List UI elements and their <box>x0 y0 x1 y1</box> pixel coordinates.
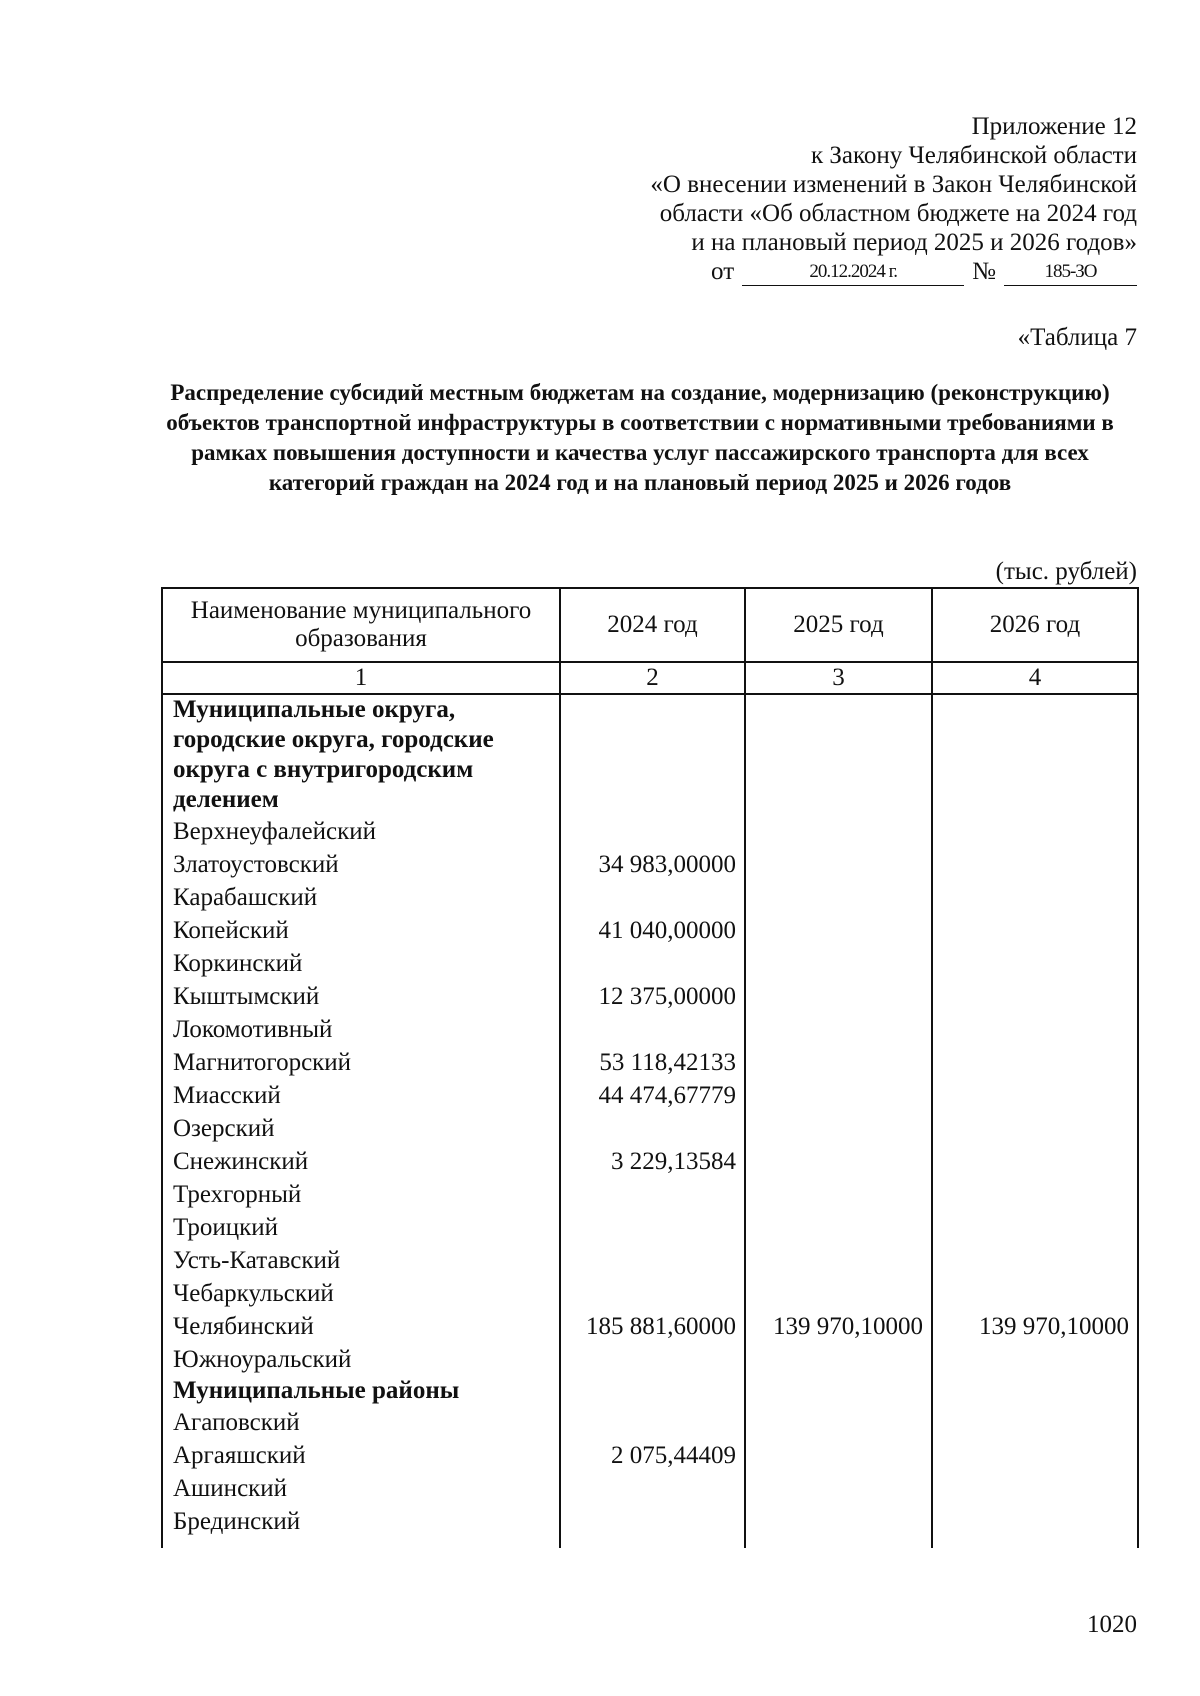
municipality-name: Златоустовский <box>162 848 560 881</box>
table-row <box>162 1145 1138 1178</box>
value-2025 <box>745 1406 932 1439</box>
column-number-2: 2 <box>560 662 745 694</box>
value-2025 <box>745 947 932 980</box>
municipality-name: Магнитогорский <box>162 1046 560 1079</box>
value-2026 <box>932 1505 1138 1538</box>
section-row <box>162 1376 1138 1406</box>
value-2026 <box>932 1178 1138 1211</box>
value-2024: 3 229,13584 <box>560 1145 745 1178</box>
value-2025 <box>745 1439 932 1472</box>
value-2025 <box>745 1277 932 1310</box>
value-2025 <box>745 1472 932 1505</box>
value-2024: 53 118,42133 <box>560 1046 745 1079</box>
column-header-2026: 2026 год <box>932 588 1138 662</box>
table-body <box>162 694 1138 1548</box>
table-row <box>162 1505 1138 1538</box>
municipality-name: Локомотивный <box>162 1013 560 1046</box>
empty-cell <box>162 1538 560 1548</box>
empty-cell <box>932 694 1138 815</box>
table-row <box>162 1178 1138 1211</box>
municipality-name: Трехгорный <box>162 1178 560 1211</box>
section-title: Муниципальные районы <box>162 1376 560 1406</box>
value-2026 <box>932 1211 1138 1244</box>
column-number-3: 3 <box>745 662 932 694</box>
value-2026 <box>932 1277 1138 1310</box>
table-row <box>162 1310 1138 1343</box>
value-2026 <box>932 1343 1138 1376</box>
value-2025 <box>745 1112 932 1145</box>
value-2024 <box>560 815 745 848</box>
empty-cell <box>745 694 932 815</box>
value-2026 <box>932 1112 1138 1145</box>
value-2024 <box>560 947 745 980</box>
value-2025 <box>745 848 932 881</box>
municipality-name: Южноуральский <box>162 1343 560 1376</box>
value-2026 <box>932 1244 1138 1277</box>
table-row <box>162 1277 1138 1310</box>
value-2024: 41 040,00000 <box>560 914 745 947</box>
value-2024 <box>560 1406 745 1439</box>
table-row <box>162 1406 1138 1439</box>
number-prefix: № <box>972 258 996 285</box>
table-row <box>162 947 1138 980</box>
value-2025 <box>745 1145 932 1178</box>
table-row <box>162 1439 1138 1472</box>
municipality-name: Троицкий <box>162 1211 560 1244</box>
empty-cell <box>560 1376 745 1406</box>
value-2025 <box>745 914 932 947</box>
law-number: 185-ЗО <box>1004 261 1137 286</box>
empty-cell <box>745 1538 932 1548</box>
value-2024 <box>560 1211 745 1244</box>
value-2026 <box>932 848 1138 881</box>
table-tail-row <box>162 1538 1138 1548</box>
value-2026 <box>932 1472 1138 1505</box>
law-reference-line: к Закону Челябинской области <box>811 142 1137 169</box>
table-row <box>162 848 1138 881</box>
table-row <box>162 1013 1138 1046</box>
value-2025 <box>745 1046 932 1079</box>
value-2026 <box>932 914 1138 947</box>
value-2026 <box>932 980 1138 1013</box>
document-title: Распределение субсидий местным бюджетам на создание, модернизацию (реконструкцию) объектов транспортной инфраструктуры в соответствии с нормативными требованиями в рамках повышения доступности и качества услуг пассажирского транспорта для всех категорий граждан на 2024 год и на плановый период 2025 и 2026 годов <box>166 380 1114 495</box>
value-2025 <box>745 1079 932 1112</box>
value-2026 <box>932 1013 1138 1046</box>
page-number: 1020 <box>1087 1611 1137 1638</box>
unit-label: (тыс. рублей) <box>995 558 1137 585</box>
table-row <box>162 914 1138 947</box>
municipality-name: Ашинский <box>162 1472 560 1505</box>
table-row <box>162 881 1138 914</box>
value-2024 <box>560 1277 745 1310</box>
value-2024 <box>560 1505 745 1538</box>
law-date: 20.12.2024 г. <box>742 261 964 286</box>
value-2024 <box>560 1112 745 1145</box>
value-2024: 12 375,00000 <box>560 980 745 1013</box>
empty-cell <box>745 1376 932 1406</box>
column-number-row <box>162 662 1138 694</box>
section-title: Муниципальные округа, городские округа, городские округа с внутригородским делением <box>162 694 560 815</box>
value-2026: 139 970,10000 <box>932 1310 1138 1343</box>
table-row <box>162 1472 1138 1505</box>
law-title-line-3: и на плановый период 2025 и 2026 годов» <box>691 229 1137 256</box>
table-row <box>162 1211 1138 1244</box>
municipality-name: Миасский <box>162 1079 560 1112</box>
value-2025 <box>745 1244 932 1277</box>
table-row <box>162 980 1138 1013</box>
value-2024 <box>560 1013 745 1046</box>
value-2024 <box>560 881 745 914</box>
table-row <box>162 1244 1138 1277</box>
column-header-name: Наименование муниципального образования <box>162 588 560 662</box>
table-row <box>162 1046 1138 1079</box>
municipality-name: Усть-Катавский <box>162 1244 560 1277</box>
municipality-name: Копейский <box>162 914 560 947</box>
law-title-line-2: области «Об областном бюджете на 2024 год <box>659 200 1137 227</box>
municipality-name: Коркинский <box>162 947 560 980</box>
value-2026 <box>932 815 1138 848</box>
value-2025 <box>745 1013 932 1046</box>
table-label: «Таблица 7 <box>1017 324 1137 351</box>
municipality-name: Челябинский <box>162 1310 560 1343</box>
value-2025 <box>745 1178 932 1211</box>
date-number-line <box>577 257 1137 286</box>
value-2026 <box>932 1046 1138 1079</box>
law-title-line-1: «О внесении изменений в Закон Челябинской <box>650 171 1137 198</box>
municipality-name: Карабашский <box>162 881 560 914</box>
empty-cell <box>932 1376 1138 1406</box>
value-2024 <box>560 1178 745 1211</box>
municipality-name: Снежинский <box>162 1145 560 1178</box>
value-2024 <box>560 1244 745 1277</box>
municipality-name: Брединский <box>162 1505 560 1538</box>
value-2025 <box>745 1505 932 1538</box>
municipality-name: Кыштымский <box>162 980 560 1013</box>
value-2024: 2 075,44409 <box>560 1439 745 1472</box>
value-2024: 185 881,60000 <box>560 1310 745 1343</box>
empty-cell <box>560 1538 745 1548</box>
subsidy-table <box>161 587 1139 1548</box>
value-2026 <box>932 881 1138 914</box>
value-2026 <box>932 1406 1138 1439</box>
value-2024 <box>560 1472 745 1505</box>
municipality-name: Агаповский <box>162 1406 560 1439</box>
empty-cell <box>932 1538 1138 1548</box>
value-2024 <box>560 1343 745 1376</box>
value-2026 <box>932 1439 1138 1472</box>
date-prefix: от <box>711 258 735 285</box>
value-2026 <box>932 947 1138 980</box>
value-2025 <box>745 1343 932 1376</box>
empty-cell <box>560 694 745 815</box>
document-header <box>577 112 1137 286</box>
municipality-name: Аргаяшский <box>162 1439 560 1472</box>
column-header-2024: 2024 год <box>560 588 745 662</box>
value-2026 <box>932 1145 1138 1178</box>
value-2024: 34 983,00000 <box>560 848 745 881</box>
table-row <box>162 815 1138 848</box>
header-row <box>162 588 1138 662</box>
value-2025 <box>745 1211 932 1244</box>
value-2026 <box>932 1079 1138 1112</box>
column-number-1: 1 <box>162 662 560 694</box>
column-number-4: 4 <box>932 662 1138 694</box>
value-2024: 44 474,67779 <box>560 1079 745 1112</box>
table-row <box>162 1112 1138 1145</box>
municipality-name: Чебаркульский <box>162 1277 560 1310</box>
table-row <box>162 1079 1138 1112</box>
value-2025: 139 970,10000 <box>745 1310 932 1343</box>
value-2025 <box>745 815 932 848</box>
appendix-label: Приложение 12 <box>971 113 1137 140</box>
municipality-name: Озерский <box>162 1112 560 1145</box>
value-2025 <box>745 881 932 914</box>
municipality-name: Верхнеуфалейский <box>162 815 560 848</box>
column-header-2025: 2025 год <box>745 588 932 662</box>
section-row <box>162 694 1138 815</box>
table-row <box>162 1343 1138 1376</box>
value-2025 <box>745 980 932 1013</box>
